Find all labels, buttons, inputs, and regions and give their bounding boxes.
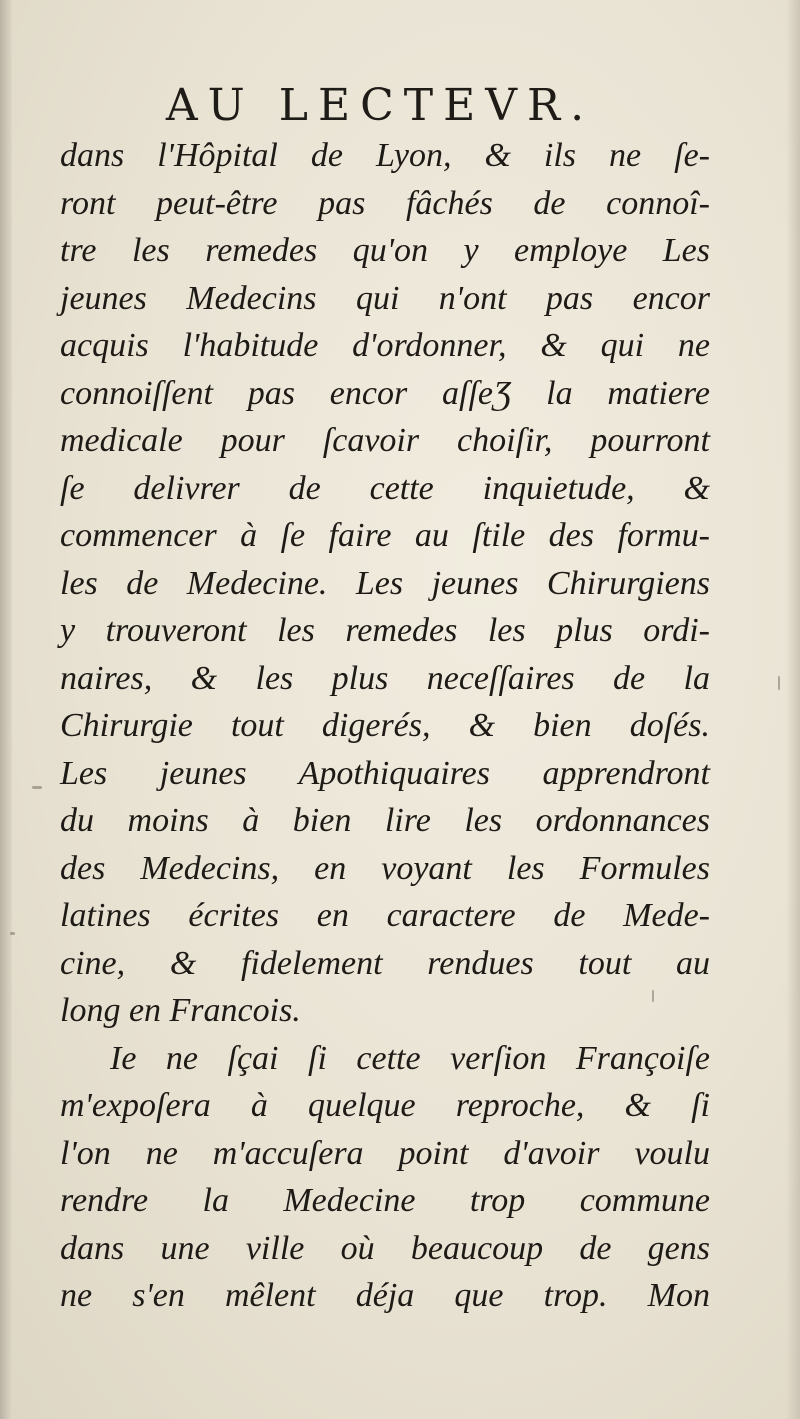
text-line: l'on ne m'accuſera point d'avoir voulu (60, 1134, 710, 1172)
text-line: ront peut-être pas fâchés de connoî- (60, 184, 710, 222)
text-line: du moins à bien lire les ordonnances (60, 802, 710, 839)
text-line: y trouveront les remedes les plus ordi- (60, 612, 710, 649)
ink-speck (32, 786, 42, 789)
ink-speck (10, 932, 15, 935)
text-line: medicale pour ſcavoir choiſir, pourront (60, 422, 710, 459)
text-line: long en Francois. (60, 992, 301, 1029)
text-line: m'expoſera à quelque reproche, & ſi (60, 1087, 710, 1124)
text-line: tre les remedes qu'on y employe Les (60, 232, 710, 269)
text-line: ſe delivrer de cette inquietude, & (60, 469, 710, 507)
page-gutter-left (0, 0, 12, 1419)
text-line: connoiſſent pas encor aſſeƷ la matiere (60, 374, 710, 412)
text-line: Chirurgie tout digerés, & bien doſés. (60, 707, 710, 744)
text-line: acquis l'habitude d'ordonner, & qui ne (60, 327, 710, 364)
body-text (60, 132, 710, 1320)
text-line: latines écrites en caractere de Mede- (60, 897, 710, 934)
text-line: des Medecins, en voyant les Formules (60, 849, 710, 887)
running-head: AU LECTEVR. (165, 80, 595, 131)
text-line: ne s'en mêlent déja que trop. Mon (60, 1277, 710, 1314)
text-line: jeunes Medecins qui n'ont pas encor (60, 279, 710, 317)
text-line: les de Medecine. Les jeunes Chirurgiens (60, 564, 710, 602)
text-line: dans une ville où beaucoup de gens (60, 1229, 710, 1267)
text-line: cine, & fidelement rendues tout au (60, 944, 710, 982)
ink-speck (778, 676, 780, 690)
text-line: Les jeunes Apothiquaires apprendront (60, 754, 710, 792)
text-line: commencer à ſe faire au ſtile des formu- (60, 517, 710, 554)
ink-speck (652, 990, 654, 1002)
text-line: rendre la Medecine trop commune (60, 1182, 710, 1219)
text-line: Ie ne ſçai ſi cette verſion Françoiſe (110, 1039, 710, 1077)
page-edge-right (786, 0, 800, 1419)
text-line: dans l'Hôpital de Lyon, & ils ne ſe- (60, 137, 710, 174)
text-line: naires, & les plus neceſſaires de la (60, 659, 710, 697)
